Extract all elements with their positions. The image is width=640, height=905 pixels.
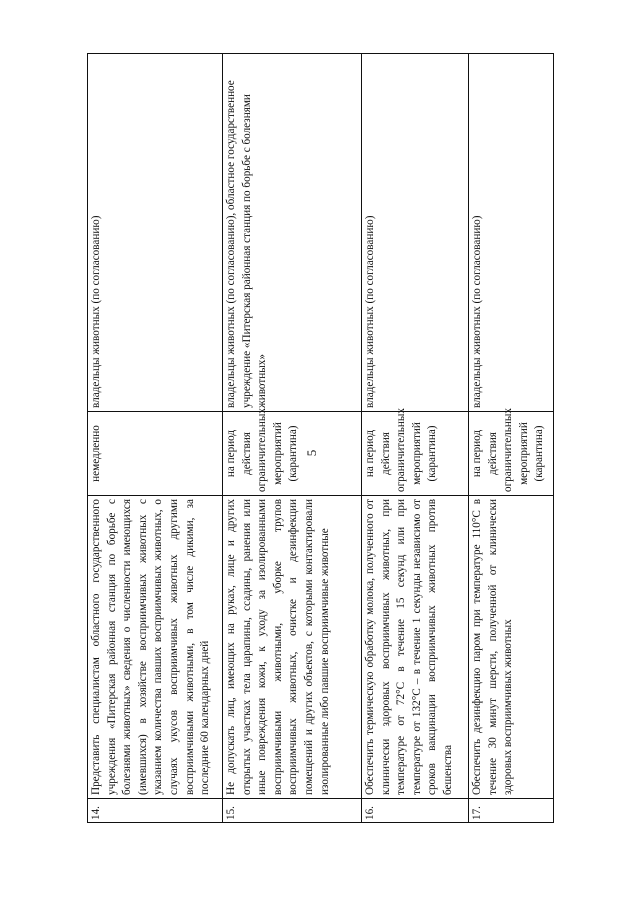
responsible-text: владельцы животных (по согласованию) bbox=[88, 54, 223, 412]
rotated-table-container bbox=[87, 53, 553, 823]
responsible-text: владельцы животных (по согласованию) bbox=[469, 54, 554, 412]
measures-table bbox=[87, 53, 554, 823]
term-text: на период действия ограничительных мероприятий (карантина) bbox=[362, 412, 469, 496]
row-number: 14. bbox=[88, 799, 223, 823]
row-number: 17. bbox=[469, 799, 554, 823]
responsible-text: владельцы животных (по согласованию), областное государственное учреждение «Питерская районная станция по борьбе с болезнями животных» bbox=[223, 54, 362, 412]
term-text: на период действия ограничительных мероприятий (карантина) bbox=[469, 412, 554, 496]
measure-text: Обеспечить дезинфекцию паром при температуре 110°С в течение 30 минут шерсти, полученной от клинически здоровых восприимчивых животных bbox=[469, 496, 554, 799]
row-number: 16. bbox=[362, 799, 469, 823]
term-text: на период действия ограничительных мероприятий (карантина) bbox=[223, 412, 362, 496]
responsible-text: владельцы животных (по согласованию) bbox=[362, 54, 469, 412]
table-row bbox=[362, 54, 469, 823]
table-row bbox=[469, 54, 554, 823]
row-number: 15. bbox=[223, 799, 362, 823]
measure-text: Представить специалистам областного государственного учреждения «Питерская районная станция по борьбе с болезнями животных» сведения о численности имеющихся (имевшихся) в хозяйстве восприимчивых животных с указанием количества павших восприимчивых животных, о случаях укусов восприимчивых животных другими восприимчивыми животными, в том числе дикими, за последние 60 календарных дней bbox=[88, 496, 223, 799]
measure-text: Не допускать лиц, имеющих на руках, лице и других открытых участках тела царапины, ссадины, ранения или иные повреждения кожи, к уходу за изолированными восприимчивыми животными, уборке трупов восприимчивых животных, очистке и дезинфекции помещений и других объектов, с которыми контактировали изолированные либо павшие восприимчивые животные bbox=[223, 496, 362, 799]
table-row bbox=[223, 54, 362, 823]
measure-text: Обеспечить термическую обработку молока, полученного от клинически здоровых восприимчивых животных, при температуре от 72°С в течение 15 секунд или при температуре от 132°С – в течение 1 секунды независимо от сроков вакцинации восприимчивых животных против бешенства bbox=[362, 496, 469, 799]
term-text: немедленно bbox=[88, 412, 223, 496]
table-row bbox=[88, 54, 223, 823]
page-number: 5 bbox=[304, 449, 319, 457]
